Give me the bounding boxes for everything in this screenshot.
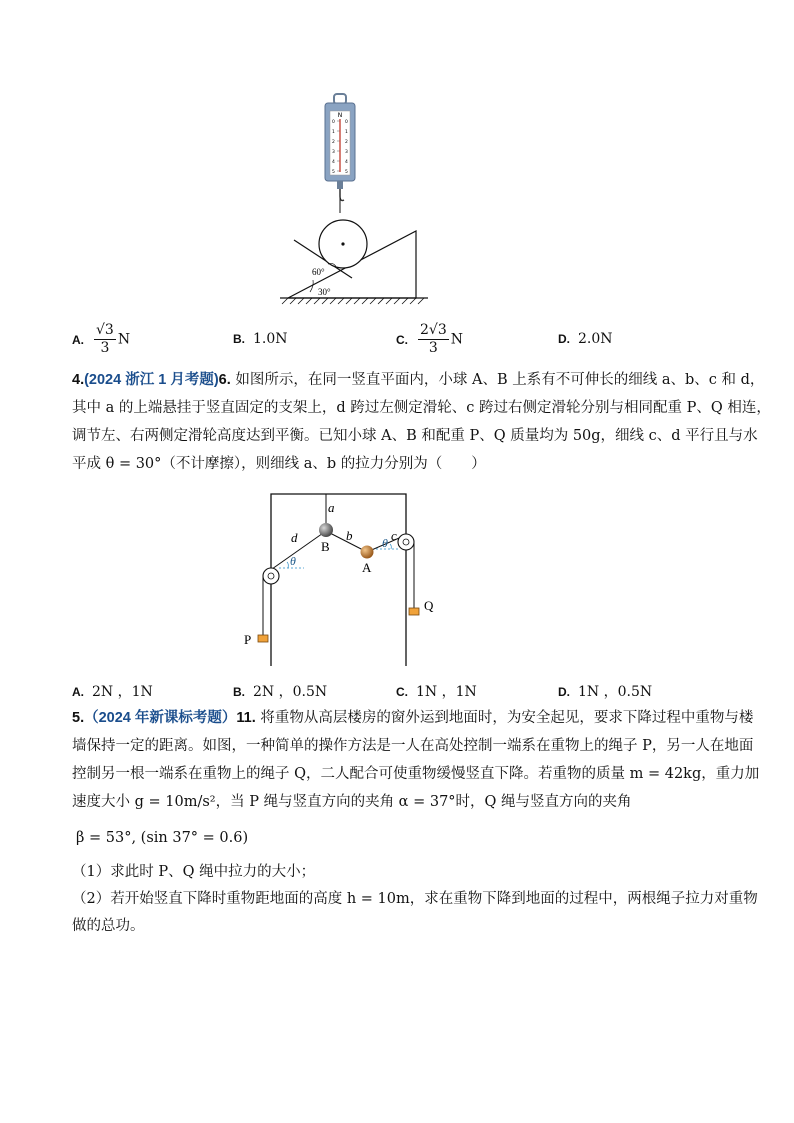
- label-ball-b: B: [321, 539, 330, 554]
- fraction: [418, 322, 449, 357]
- q3-option-b[interactable]: [233, 331, 288, 347]
- numerator: 2√3: [420, 322, 447, 338]
- option-letter: B.: [233, 332, 245, 346]
- option-letter: C.: [396, 685, 408, 699]
- q5-sub-1: （1）求此时 P、Q 绳中拉力的大小；: [72, 864, 316, 880]
- q5-sub-2: （2）若开始竖直下降时重物距地面的高度 h = 10m，求在重物下降到地面的过程中，两根绳子拉力对重物: [72, 891, 758, 907]
- angle-30-label: 30°: [318, 287, 331, 297]
- scale-tick-right: 3: [345, 150, 348, 155]
- label-d: d: [291, 530, 298, 545]
- q5-line-3: 控制另一根一端系在重物上的绳子 Q，二人配合可使重物缓慢竖直下降。若重物的质量 m = 42kg，重力加: [72, 766, 760, 782]
- option-text: 1N ，0.5N: [578, 684, 653, 700]
- q5-line-1: [72, 708, 753, 728]
- scale-tick-right: 4: [345, 160, 348, 165]
- option-letter: B.: [233, 685, 245, 699]
- option-letter: A.: [72, 685, 84, 699]
- q4-line-1: [72, 370, 764, 390]
- question-index: 4.: [72, 372, 85, 388]
- unit: N: [450, 331, 463, 348]
- option-text: 2.0N: [578, 331, 613, 347]
- question-source: （2024 年新课标考题）: [84, 710, 237, 726]
- q5-sub-2-cont: 做的总功。: [72, 918, 145, 934]
- question-source: (2024 浙江 1 月考题): [84, 372, 219, 388]
- q4-option-c[interactable]: [396, 681, 477, 701]
- label-ball-a: A: [362, 560, 372, 575]
- label-theta-right: θ: [382, 536, 388, 550]
- q4-option-b[interactable]: [233, 681, 327, 701]
- q3-option-a[interactable]: [72, 322, 130, 357]
- option-text: 1N ，1N: [416, 684, 477, 700]
- scale-tick-left: 1: [332, 130, 335, 135]
- option-text: 2N ，0.5N: [253, 684, 328, 700]
- option-text: 2N ，1N: [92, 684, 153, 700]
- question-number: 11.: [236, 710, 256, 726]
- q4-line-4: 平成 θ = 30°（不计摩擦），则细线 a、b 的拉力分别为（ ）: [72, 456, 486, 472]
- scale-tick-left: 0: [332, 120, 335, 125]
- option-text: 1.0N: [253, 331, 288, 347]
- label-theta-left: θ: [290, 554, 296, 568]
- scale-tick-left: 2: [332, 140, 335, 145]
- q5-line-2: 墙保持一定的距离。如图，一种简单的操作方法是一人在高处控制一端系在重物上的绳子 P，另一人在地面: [72, 738, 754, 754]
- question-text: 将重物从高层楼房的窗外运到地面时，为安全起见，要求下降过程中重物与楼: [260, 710, 754, 726]
- label-c: c: [391, 528, 397, 543]
- label-b: b: [346, 528, 353, 543]
- numerator: √3: [96, 322, 114, 338]
- scale-tick-left: 5: [332, 170, 335, 175]
- question-number: 6.: [218, 372, 231, 388]
- angle-60-label: 60°: [312, 267, 325, 277]
- q4-line-2: 其中 a 的上端悬挂于竖直固定的支架上，d 跨过左侧定滑轮、c 跨过右侧定滑轮分别与相同配重 P、Q 相连，: [72, 400, 771, 416]
- option-letter: C.: [396, 332, 408, 347]
- question-text: 如图所示，在同一竖直平面内，小球 A、B 上系有不可伸长的细线 a、b、c 和 d，: [235, 372, 765, 388]
- scale-unit: N: [337, 112, 343, 119]
- scale-tick-right: 0: [345, 120, 348, 125]
- q4-option-a[interactable]: [72, 681, 153, 701]
- scale-tick-left: 3: [332, 150, 335, 155]
- q5-line-5: β = 53°, (sin 37° = 0.6): [76, 830, 249, 846]
- denominator: 3: [100, 340, 110, 356]
- label-weight-p: P: [244, 632, 252, 647]
- q3-option-c[interactable]: [396, 322, 463, 357]
- scale-tick-left: 4: [332, 160, 335, 165]
- option-letter: D.: [558, 685, 570, 699]
- unit: N: [117, 331, 131, 348]
- figure-pulleys-balls: [236, 490, 436, 670]
- denominator: 3: [428, 340, 438, 356]
- scale-tick-right: 5: [345, 170, 348, 175]
- scale-tick-right: 1: [345, 130, 348, 135]
- q4-option-d[interactable]: [558, 681, 652, 701]
- label-a: a: [328, 500, 335, 515]
- label-weight-q: Q: [424, 598, 434, 613]
- figure-spring-scale-incline: [270, 92, 440, 307]
- q5-line-4: 速度大小 g = 10m/s²，当 P 绳与竖直方向的夹角 α = 37°时，Q 绳与竖直方向的夹角: [72, 794, 632, 810]
- q4-line-3: 调节左、右两侧定滑轮高度达到平衡。已知小球 A、B 和配重 P、Q 质量均为 50g，细线 c、d 平行且与水: [72, 428, 758, 444]
- scale-tick-right: 2: [345, 140, 348, 145]
- q3-option-d[interactable]: [558, 331, 613, 347]
- option-letter: A.: [72, 332, 84, 347]
- fraction: [94, 322, 116, 357]
- option-letter: D.: [558, 332, 570, 346]
- question-index: 5.: [72, 710, 85, 726]
